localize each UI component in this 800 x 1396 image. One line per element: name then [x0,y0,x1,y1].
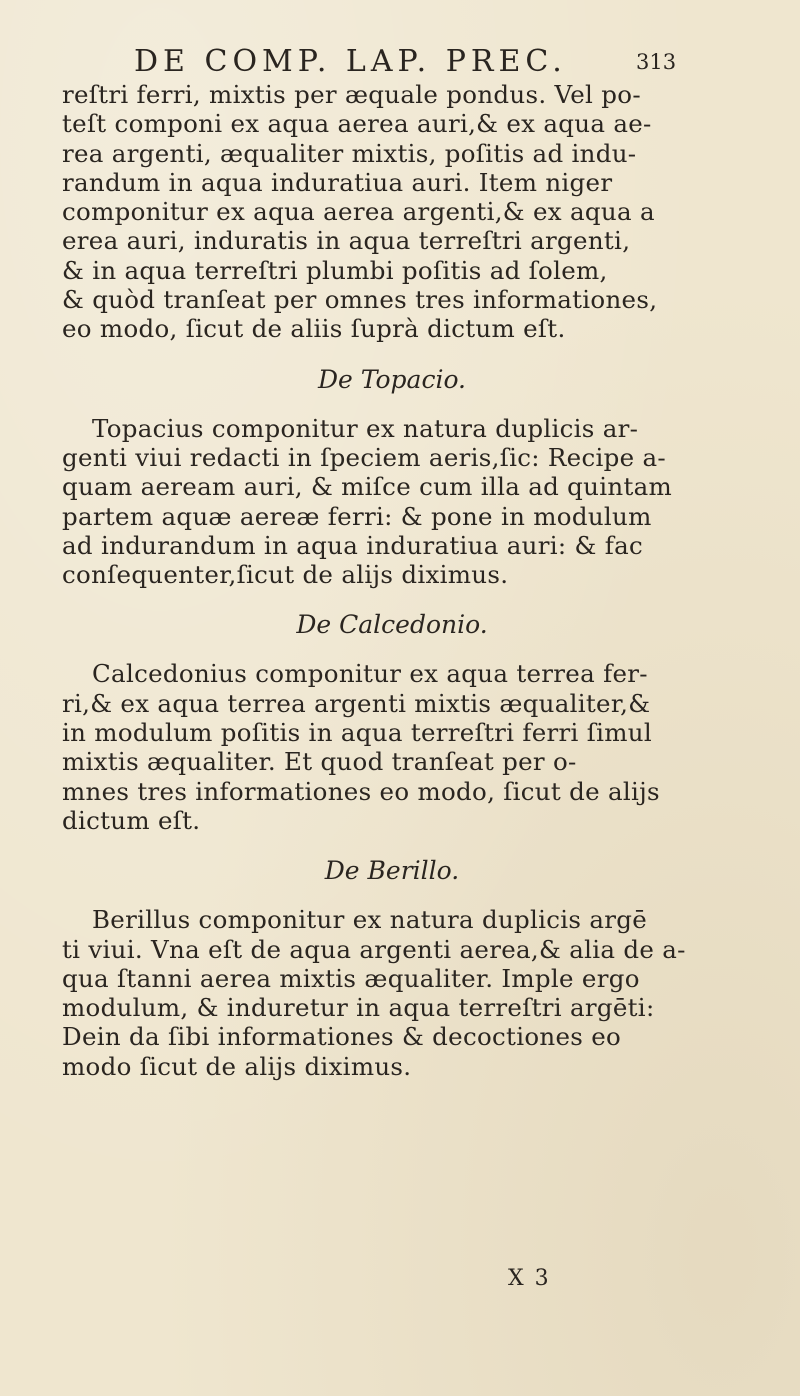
text-line: ti viui. Vna eſt de aqua argenti aerea,& alia de a- [62,934,686,964]
text-line: Dein da ſibi informationes & decoctiones eo [62,1022,622,1052]
section-heading-berillo: De Berillo. [324,856,460,886]
text-line: genti viui redacti in ſpeciem aeris,ſic: Recipe a- [62,442,666,472]
text-line: Berillus componitur ex natura duplicis argē [92,905,648,935]
intro-paragraph [62,80,722,344]
text-line: & quòd tranſeat per omnes tres informationes, [62,285,658,315]
text-line: randum in aqua induratiua auri. Item niger [62,167,613,197]
running-head [0,44,800,84]
signature-mark: X 3 [508,1266,551,1291]
text-line: componitur ex aqua aerea argenti,& ex aqua a [62,197,655,227]
text-line: conſequenter,ſicut de aliјs diximus. [62,560,509,590]
text-line: Calcedonius componitur ex aqua terrea fer- [92,659,648,689]
text-line: modulum, & induretur in aqua terreſtri argēti: [62,993,655,1023]
text-line: rea argenti, æqualiter mixtis, poſitis ad indu- [62,138,637,168]
text-line: Topacius componitur ex natura duplicis ar- [92,413,639,443]
text-line: quam aeream auri, & miſce cum illa ad quintam [62,472,673,502]
text-line: mixtis æqualiter. Et quod tranſeat per o- [62,747,577,777]
text-line: qua ſtanni aerea mixtis æqualiter. Imple ergo [62,963,640,993]
section-heading-calcedonio: De Calcedonio. [296,610,488,640]
paragraph-topacio [62,414,722,590]
page-number: 313 [636,50,677,74]
text-line: in modulum poſitis in aqua terreſtri ferri ſimul [62,718,653,748]
paragraph-calcedonio [62,659,722,835]
text-line: eo modo, ſicut de aliis ſuprà dictum eſt. [62,314,566,344]
text-line: dictum eſt. [62,805,201,835]
text-line: mnes tres informationes eo modo, ſicut de aliјs [62,776,660,806]
running-head-title: DE COMP. LAP. PREC. [134,44,567,79]
text-line: & in aqua terreſtri plumbi poſitis ad ſolem, [62,255,608,285]
text-block [62,80,722,1081]
section-heading-topacio: De Topacio. [317,364,467,394]
paragraph-berillo [62,905,722,1081]
text-line: ri,& ex aqua terrea argenti mixtis æqualiter,& [62,688,651,718]
text-line: reſtri ferri, mixtis per æquale pondus. Vel po- [62,80,641,109]
text-line: modo ſicut de aliјs diximus. [62,1051,412,1081]
text-line: teſt componi ex aqua aerea auri,& ex aqua ae- [62,109,652,139]
text-line: ad indurandum in aqua induratiua auri: & fac [62,530,644,560]
text-line: partem aquæ aereæ ferri: & pone in modulum [62,501,652,531]
text-line: erea auri, induratis in aqua terreſtri argenti, [62,226,631,256]
